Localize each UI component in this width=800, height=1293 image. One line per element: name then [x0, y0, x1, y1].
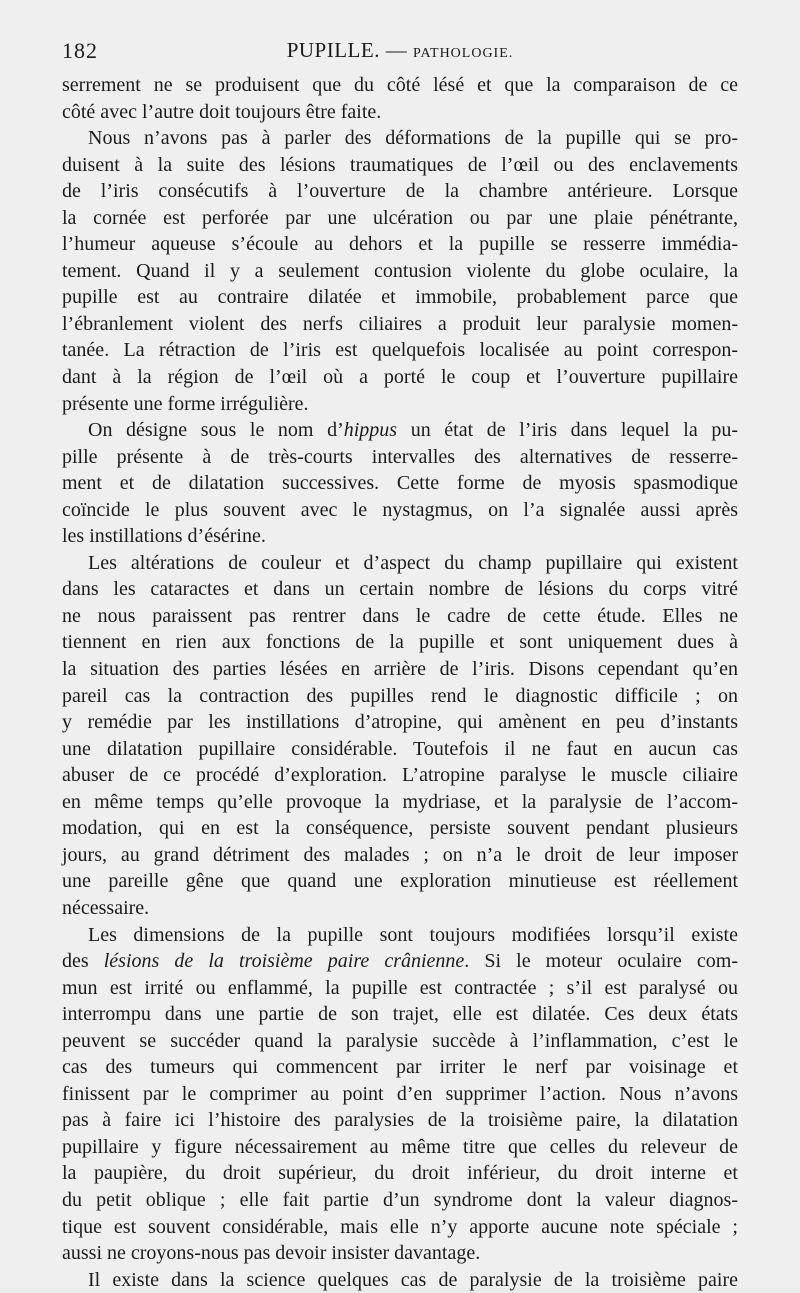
text-line: des lésions de la troisième paire crânienne. Si le moteur oculaire com- [62, 950, 738, 973]
text-line: l’ébranlement violent des nerfs ciliaires a produit leur paralysie momen- [62, 312, 738, 335]
text-line: peuvent se succéder quand la paralysie succède à l’inflammation, c’est le [62, 1029, 738, 1052]
paragraph [62, 125, 738, 417]
text-line: modation, qui en est la conséquence, persiste souvent pendant plusieurs [62, 817, 738, 840]
text-line: abuser de ce procédé d’exploration. L’atropine paralyse le muscle ciliaire [62, 764, 738, 787]
text-line: une dilatation pupillaire considérable. Toutefois il ne faut en aucun cas [62, 737, 738, 760]
text-line: finissent par le comprimer au point d’en supprimer l’action. Nous n’avons [62, 1082, 738, 1105]
text-line: ne nous paraissent pas rentrer dans le cadre de cette étude. Elles ne [62, 604, 738, 627]
text-line: coïncide le plus souvent avec le nystagmus, on l’a signalée aussi après [62, 498, 738, 521]
paragraph [62, 550, 738, 922]
text-line: pupillaire y figure nécessairement au même titre que celles du releveur de [62, 1135, 738, 1158]
text-line: tique est souvent considérable, mais elle n’y apporte aucune note spéciale ; [62, 1215, 738, 1238]
text-line: côté avec l’autre doit toujours être faite. [62, 100, 382, 123]
text-line: la cornée est perforée par une ulcération ou par une plaie pénétrante, [62, 206, 738, 229]
running-title-sub: PATHOLOGIE. [412, 46, 514, 61]
text-line: Les dimensions de la pupille sont toujours modifiées lorsqu’il existe [88, 923, 738, 946]
text-line: Les altérations de couleur et d’aspect du champ pupillaire qui existent [88, 551, 738, 574]
text-line: présente une forme irrégulière. [62, 392, 309, 415]
running-title-main: PUPILLE. — [286, 38, 413, 62]
running-title [62, 38, 738, 63]
text-line: du petit oblique ; elle fait partie d’un syndrome dont la valeur diagnos- [62, 1188, 738, 1211]
text-line: les instillations d’ésérine. [62, 525, 266, 548]
text-line: la situation des parties lésées en arrière de l’iris. Disons cependant qu’en [62, 658, 738, 681]
text-line: la paupière, du droit supérieur, du droit inférieur, du droit interne et [62, 1162, 738, 1185]
text-line: tanée. La rétraction de l’iris est quelquefois localisée au point correspon- [62, 339, 738, 362]
text-line: jours, au grand détriment des malades ; on n’a le droit de leur imposer [62, 843, 738, 866]
text-line: tiennent en rien aux fonctions de la pupille et sont uniquement dues à [62, 631, 738, 654]
text-line: cas des tumeurs qui commencent par irriter le nerf par voisinage et [62, 1056, 738, 1079]
text-line: Nous n’avons pas à parler des déformations de la pupille qui se pro- [88, 127, 738, 150]
text-line: pille présente à de très-courts intervalles des alternatives de resserre- [62, 445, 738, 468]
paragraph [62, 417, 738, 550]
text-line: l’humeur aqueuse s’écoule au dehors et la pupille se resserre immédia- [62, 233, 738, 256]
italic-term: hippus [343, 419, 398, 442]
text-line: pupille est au contraire dilatée et immobile, probablement parce que [62, 286, 738, 309]
text-line: en même temps qu’elle provoque la mydriase, et la paralysie de l’accom- [62, 790, 738, 813]
text-line: duisent à la suite des lésions traumatiques de l’œil ou des enclavements [62, 153, 738, 176]
text-line: Il existe dans la science quelques cas de paralysie de la troisième paire [88, 1268, 738, 1291]
text-line: serrement ne se produisent que du côté lésé et que la comparaison de ce [62, 74, 738, 96]
text-line: de l’iris consécutifs à l’ouverture de la chambre antérieure. Lorsque [62, 180, 738, 203]
paragraph [62, 72, 738, 125]
italic-term: lésions de la troisième paire crânienne [103, 950, 465, 973]
text-line: ment et de dilatation successives. Cette forme de myosis spasmodique [62, 472, 738, 495]
text-line: interrompu dans une partie de son trajet, elle est dilatée. Ces deux états [62, 1003, 738, 1026]
text-line: nécessaire. [62, 896, 150, 919]
paragraph [62, 1267, 738, 1293]
text-line: y remédie par les instillations d’atropine, qui amènent en peu d’instants [62, 711, 738, 734]
text-line: aussi ne croyons-nous pas devoir insister davantage. [62, 1242, 481, 1265]
paragraph [62, 922, 738, 1267]
body-text [62, 72, 738, 1293]
text-line: On désigne sous le nom d’hippus un état de l’iris dans lequel la pu- [88, 419, 739, 442]
running-header [62, 38, 738, 68]
text-line: pareil cas la contraction des pupilles rend le diagnostic difficile ; on [62, 684, 738, 707]
text-line: dans les cataractes et dans un certain nombre de lésions du corps vitré [62, 578, 738, 601]
text-line: pas à faire ici l’histoire des paralysies de la troisième paire, la dilatation [62, 1109, 738, 1132]
text-line: dant à la région de l’œil où a porté le coup et l’ouverture pupillaire [62, 366, 738, 389]
page-number: 182 [62, 38, 98, 63]
text-line: tement. Quand il y a seulement contusion violente du globe oculaire, la [62, 259, 738, 282]
text-line: une pareille gêne que quand une exploration minutieuse est réellement [62, 870, 738, 893]
text-line: mun est irrité ou enflammé, la pupille est contractée ; s’il est paralysé ou [62, 976, 738, 999]
